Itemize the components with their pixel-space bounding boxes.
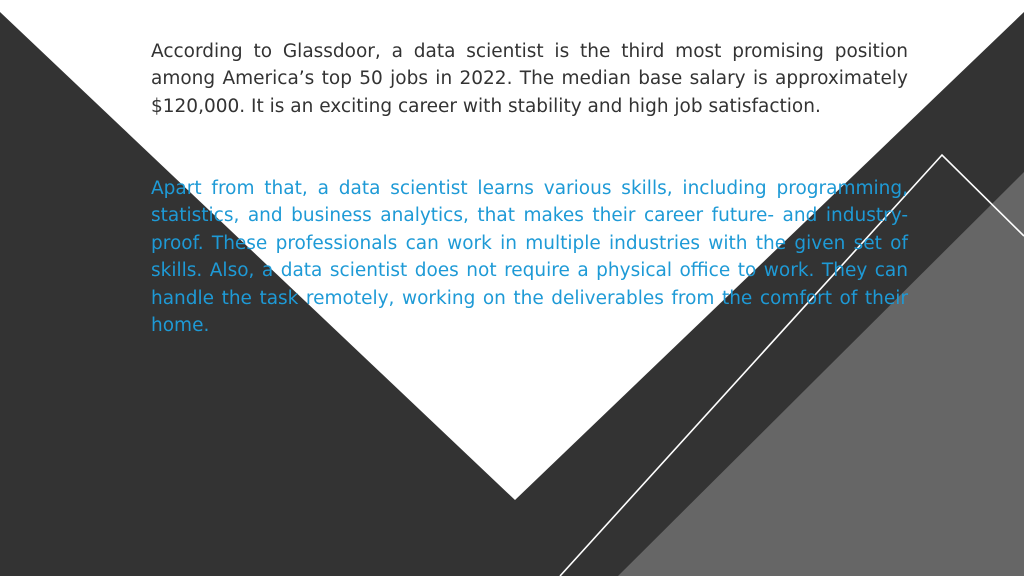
paragraph-skills: Apart from that, a data scientist learns various skills, including programming, statistics, and business analytics, that makes their career future- and industry-proof. These professionals can work in multiple industries with the given set of skills. Also, a data scientist does not require a physical office to work. They can handle the task remotely, working on the deliverables from the comfort of their home. [151, 178, 908, 337]
paragraph-glassdoor: According to Glassdoor, a data scientist is the third most promising position among America’s top 50 jobs in 2022. The median base salary is approximately $120,000. It is an exciting career with stability and high job satisfaction. [151, 41, 908, 117]
